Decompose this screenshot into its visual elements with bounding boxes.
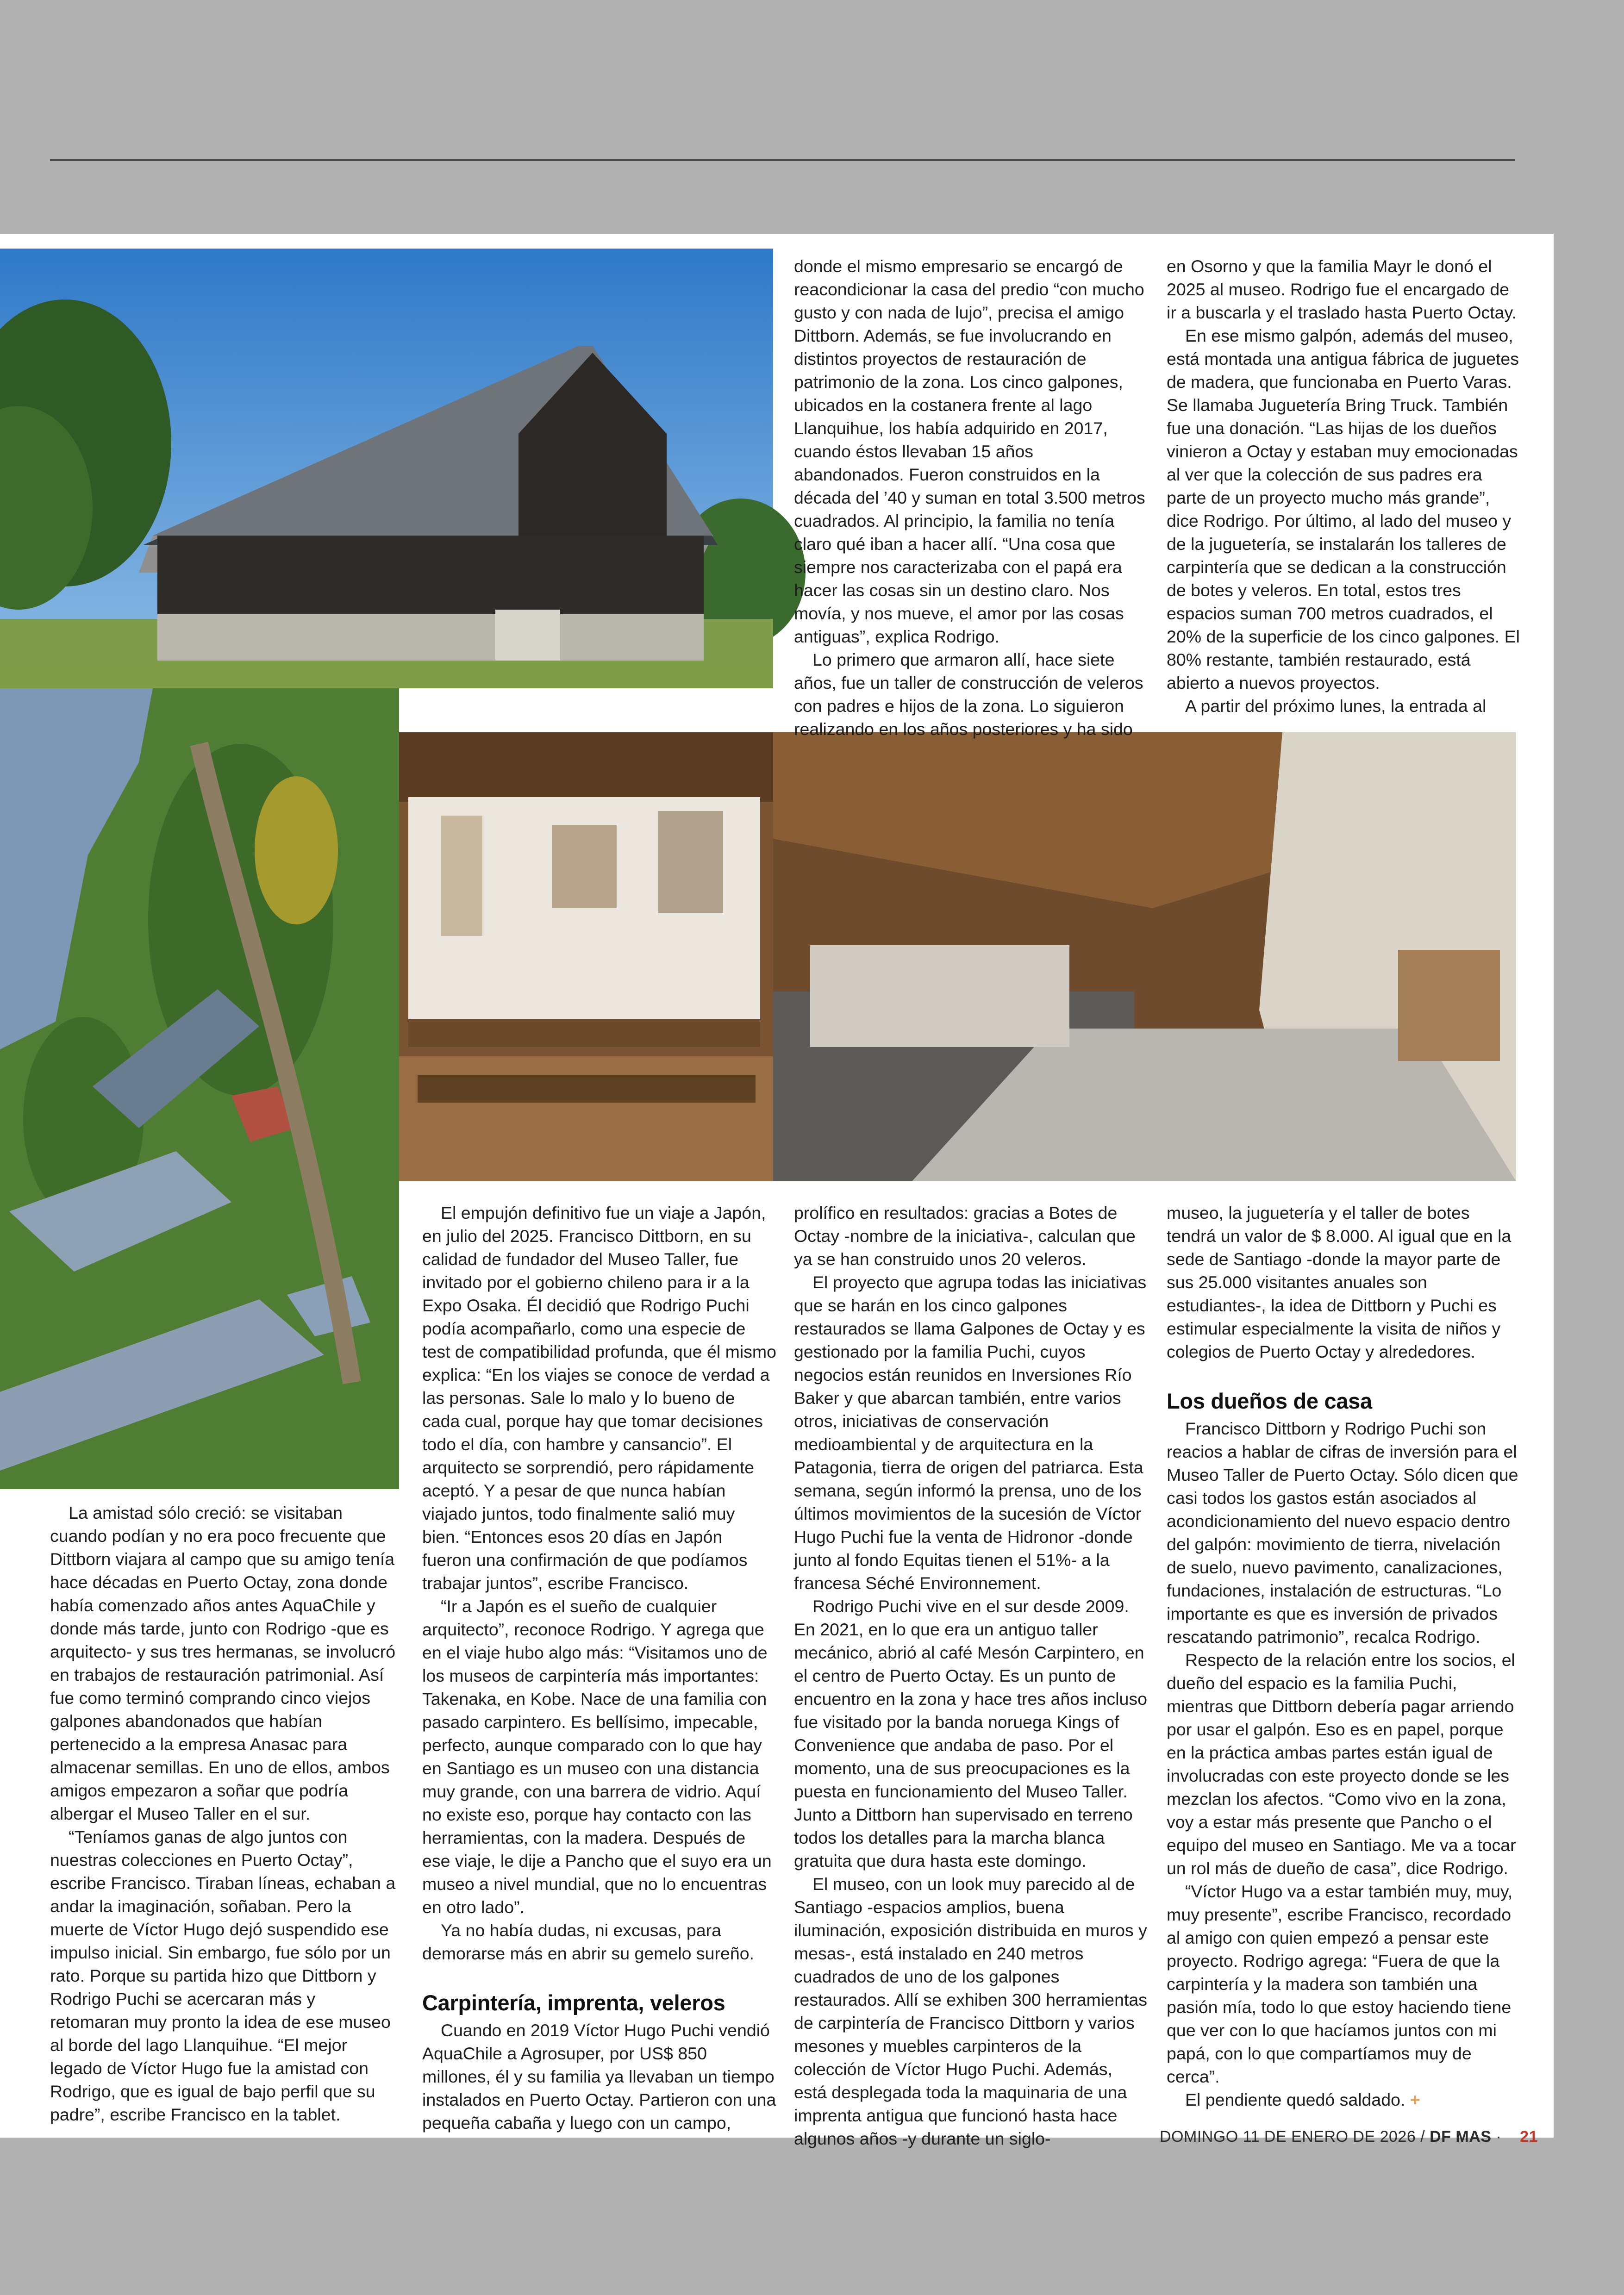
column-bottom-2: [422, 1201, 776, 2134]
aerial-photo: [0, 688, 399, 1489]
tools-photo: [399, 732, 773, 1181]
closing-paragraph: [1167, 2088, 1521, 2111]
barn-photo: [0, 249, 773, 688]
section-heading: Los dueños de casa: [1167, 1389, 1372, 1413]
column-top-right: [1167, 255, 1521, 717]
page-number: 21: [1520, 2128, 1538, 2145]
paragraph: Ya no había dudas, ni excusas, para demorarse más en abrir su gemelo sureño.: [422, 1921, 755, 1963]
magazine-page: [0, 234, 1554, 2148]
paragraph: Francisco Dittborn y Rodrigo Puchi son reacios a hablar de cifras de inversión para el Museo Taller de Puerto Octay. Sólo dicen que casi todos los gastos están asociados al acondicionamiento del nuevo espacio dentro del galpón: movimiento de tierra, nivelación de suelo, nuevo pavimento, canalizaciones, fundaciones, instalación de estructuras. “Lo importante es que es inversión de privados rescatando patrimonio”, recalca Rodrigo.: [1167, 1419, 1518, 1646]
column-bottom-4: [1167, 1201, 1521, 2111]
section-heading: Carpintería, imprenta, veleros: [422, 1990, 725, 2015]
hall-photo: [773, 732, 1516, 1181]
paragraph: La amistad sólo creció: se visitaban cuando podían y no era poco frecuente que Dittborn viajara al campo que su amigo tenía hace décadas en Puerto Octay, zona donde había comenzado años antes AquaChile y donde más tarde, junto con Rodrigo -que es arquitecto- y sus tres hermanas, se involucró en trabajos de restauración patrimonial. Así fue como terminó comprando cinco viejos galpones abandonados que habían pertenecido a la empresa Anasac para almacenar semillas. En uno de ellos, ambos amigos empezaron a soñar que podría albergar el Museo Taller en el sur.: [50, 1503, 396, 1823]
footer-bullet: ·: [1496, 2128, 1502, 2145]
column-bottom-3: [794, 1201, 1148, 2150]
paragraph: en Osorno y que la familia Mayr le donó el 2025 al museo. Rodrigo fue el encargado de ir a buscarla y el traslado hasta Puerto Octay.: [1167, 256, 1517, 322]
paragraph: “Víctor Hugo va a estar también muy, muy, muy presente”, escribe Francisco, recordado al amigo con quien empezó a pensar este proyecto. Rodrigo agrega: “Fuera de que la carpintería y la madera son también una pasión mía, todo lo que estoy haciendo tiene que ver con lo que hacíamos juntos con mi papá, con lo que compartíamos muy de cerca”.: [1167, 1882, 1513, 2086]
paragraph: Respecto de la relación entre los socios, el dueño del espacio es la familia Puchi, mientras que Dittborn debería pagar arriendo por usar el galpón. Eso es en papel, porque en la práctica ambas partes están igual de involucradas con este proyecto donde se les mezclan los afectos. “Como vivo en la zona, voy a estar más presente que Pancho o el equipo del museo en Santiago. Me va a tocar un rol más de dueño de casa”, dice Rodrigo.: [1167, 1650, 1516, 1878]
paragraph: “Ir a Japón es el sueño de cualquier arquitecto”, reconoce Rodrigo. Y agrega que en el viaje hubo algo más: “Visitamos uno de los museos de carpintería más importantes: Takenaka, en Kobe. Nace de una familia con pasado carpintero. Es bellísimo, impecable, perfecto, aunque comparado con lo que hay en Santiago es un museo con una distancia muy grande, con una barrera de vidrio. Aquí no existe eso, porque hay contacto con las herramientas, con la madera. Después de ese viaje, le dije a Pancho que el suyo era un museo a nivel mundial, que no lo encuentras en otro lado”.: [422, 1597, 772, 1917]
paragraph: donde el mismo empresario se encargó de reacondicionar la casa del predio “con mucho gusto y con nada de lujo”, precisa el amigo Dittborn. Además, se fue involucrando en distintos proyectos de restauración de patrimonio de la zona. Los cinco galpones, ubicados en la costanera frente al lago Llanquihue, los había adquirido en 2017, cuando éstos llevaban 15 años abandonados. Fueron construidos en la década del ’40 y suman en total 3.500 metros cuadrados. Al principio, la familia no tenía claro qué iban a hacer allí. “Una cosa que siempre nos caracterizaba con el papá era hacer las cosas sin un destino claro. Nos movía, y nos mueve, el amor por las cosas antiguas”, explica Rodrigo.: [794, 256, 1145, 646]
paragraph: A partir del próximo lunes, la entrada al: [1185, 696, 1487, 716]
paragraph: El museo, con un look muy parecido al de Santiago -espacios amplios, buena iluminación, exposición distribuida en muros y mesas-, está instalado en 240 metros cuadrados de uno de los galpones restaurados. Allí se exhiben 300 herramientas de carpintería de Francisco Dittborn y varios mesones y muebles carpinteros de la colección de Víctor Hugo Puchi. Además, está desplegada toda la maquinaria de una imprenta antigua que funcionó hasta hace algunos años -y durante un siglo-: [794, 1874, 1147, 2148]
paragraph: El proyecto que agrupa todas las iniciativas que se harán en los cinco galpones restaurados se llama Galpones de Octay y es gestionado por la familia Puchi, cuyos negocios están reunidos en Inversiones Río Baker y que abarcan también, entre varios otros, iniciativas de conservación medioambiental y de arquitectura en la Patagonia, tierra de origen del patriarca. Esta semana, según informó la prensa, uno de los últimos movimientos de la sucesión de Víctor Hugo Puchi fue la venta de Hidronor -donde junto al fondo Equitas tienen el 51%- a la francesa Séché Environnement.: [794, 1272, 1147, 1593]
paragraph: En ese mismo galpón, además del museo, está montada una antigua fábrica de juguetes de madera, que funcionaba en Puerto Varas. Se llamaba Juguetería Bring Truck. También fue una donación. “Las hijas de los dueños vinieron a Octay y estaban muy emocionadas al ver que la colección de sus padres era parte de un proyecto mucho más grande”, dice Rodrigo. Por último, al lado del museo y de la juguetería, se instalarán los talleres de carpintería que se dedican a la construcción de botes y veleros. En total, estos tres espacios suman 700 metros cuadrados, el 20% de la superficie de los cinco galpones. El 80% restante, también restaurado, está abierto a nuevos proyectos.: [1167, 326, 1520, 692]
magazine-name: DF MAS: [1430, 2128, 1492, 2145]
end-mark-icon: +: [1410, 2090, 1420, 2109]
paragraph: Rodrigo Puchi vive en el sur desde 2009. En 2021, en lo que era un antiguo taller mecánico, abrió al café Mesón Carpintero, en el centro de Puerto Octay. Es un punto de encuentro en la zona y hace tres años incluso fue visitado por la banda noruega Kings of Convenience que andaba de paso. Por el momento, una de sus preocupaciones es la puesta en funcionamiento del Museo Taller. Junto a Dittborn han supervisado en terreno todos los detalles para la marcha blanca gratuita que dura hasta este domingo.: [794, 1597, 1147, 1871]
paragraph: museo, la juguetería y el taller de botes tendrá un valor de $ 8.000. Al igual que en la sede de Santiago -donde la mayor parte de sus 25.000 visitantes anuales son estudiantes-, la idea de Dittborn y Puchi es estimular especialmente la visita de niños y colegios de Puerto Octay y alrededores.: [1167, 1203, 1512, 1361]
paragraph: Cuando en 2019 Víctor Hugo Puchi vendió AquaChile a Agrosuper, por US$ 850 millones, él y su familia ya llevaban un tiempo instalados en Puerto Octay. Partieron con una pequeña cabaña y luego con un campo,: [422, 2021, 776, 2133]
page-footer: [1160, 2128, 1538, 2146]
column-top-middle: [794, 255, 1148, 741]
paragraph: “Teníamos ganas de algo juntos con nuestras colecciones en Puerto Octay”, escribe Francisco. Tiraban líneas, echaban a andar la imaginación, soñaban. Pero la muerte de Víctor Hugo dejó suspendido ese impulso inicial. Sin embargo, fue sólo por un rato. Porque su partida hizo que Dittborn y Rodrigo Puchi se acercaran más y retomaran muy pronto la idea de ese museo al borde del lago Llanquihue. “El mejor legado de Víctor Hugo fue la amistad con Rodrigo, que es igual de bajo perfil que su padre”, escribe Francisco en la tablet.: [50, 1827, 396, 2124]
paragraph: Lo primero que armaron allí, hace siete años, fue un taller de construcción de veleros con padres e hijos de la zona. Lo siguieron realizando en los años posteriores y ha sido: [794, 650, 1143, 739]
footer-separator: /: [1420, 2128, 1425, 2145]
closing-text: El pendiente quedó saldado.: [1185, 2090, 1405, 2109]
column-bottom-1: [50, 1501, 396, 2126]
paragraph: prolífico en resultados: gracias a Botes de Octay -nombre de la iniciativa-, calculan que ya se han construido unos 20 veleros.: [794, 1203, 1136, 1269]
header-rule: [50, 159, 1515, 161]
paragraph: El empujón definitivo fue un viaje a Japón, en julio del 2025. Francisco Dittborn, en su calidad de fundador del Museo Taller, fue invitado por el gobierno chileno para ir a la Expo Osaka. Él decidió que Rodrigo Puchi podía acompañarlo, como una especie de test de compatibilidad profunda, que él mismo explica: “En los viajes se conoce de verdad a las personas. Sale lo malo y lo bueno de cada cual, porque hay que tomar decisiones todo el día, con hambre y cansancio”. El arquitecto se sorprendió, pero rápidamente aceptó. Y a pesar de que nunca habían viajado juntos, todo finalmente salió muy bien. “Entonces esos 20 días en Japón fueron una confirmación de que podíamos trabajar juntos”, escribe Francisco.: [422, 1203, 777, 1593]
issue-date: DOMINGO 11 DE ENERO DE 2026: [1160, 2128, 1416, 2145]
